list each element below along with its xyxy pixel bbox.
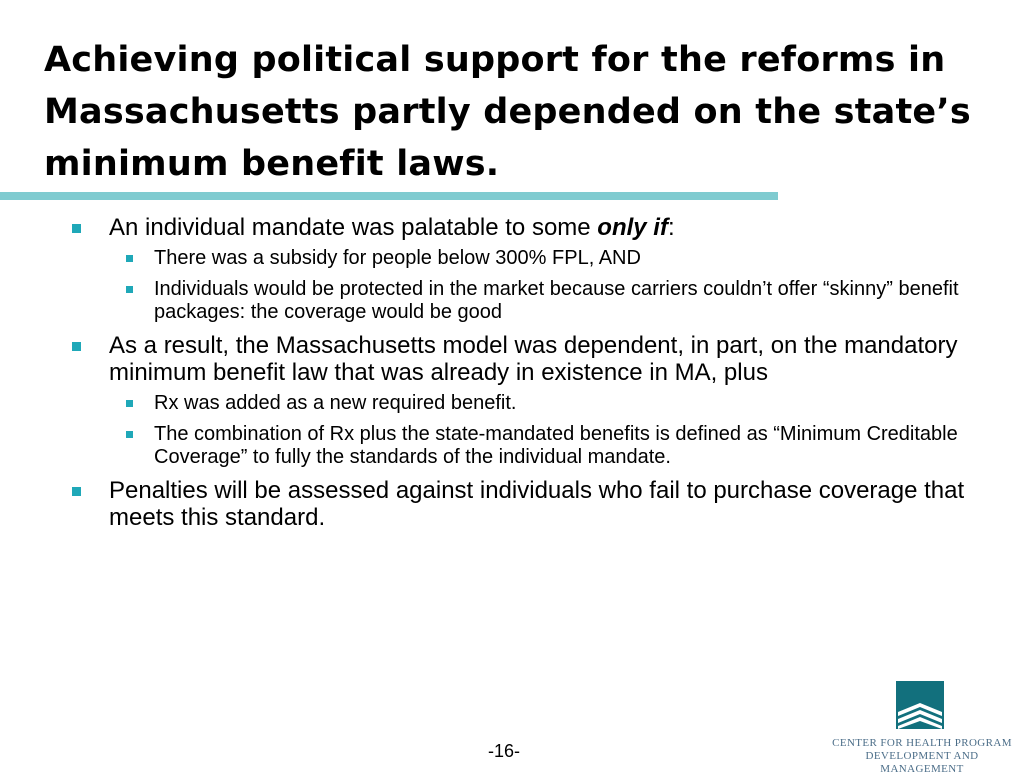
bullet-text: An individual mandate was palatable to some	[109, 214, 598, 241]
square-bullet-icon	[126, 400, 133, 407]
sub-bullet-item	[70, 247, 990, 270]
bullet-text-suffix: :	[667, 214, 675, 241]
sub-bullet-item	[70, 278, 990, 324]
sub-bullet-text: There was a subsidy for people below 300% FPL, AND	[154, 247, 641, 269]
bullet-emphasis: only if	[597, 214, 668, 241]
square-bullet-icon	[126, 255, 133, 262]
page-number: -16-	[488, 741, 521, 761]
square-bullet-icon	[72, 342, 81, 351]
sub-bullet-text: The combination of Rx plus the state-mandated benefits is defined as “Minimum Creditable Coverage” to fully the standards of the individual mandate.	[154, 423, 958, 468]
square-bullet-icon	[72, 224, 81, 233]
bullet-item	[70, 477, 990, 531]
sub-bullet-text: Individuals would be protected in the market because carriers couldn’t offer “skinny” benefit packages: the coverage would be good	[154, 278, 959, 323]
sub-bullet-text: Rx was added as a new required benefit.	[154, 392, 517, 414]
bullet-item	[70, 332, 990, 469]
sub-bullet-item	[70, 423, 990, 469]
organization-name-line1: CENTER FOR HEALTH PROGRAM	[832, 737, 1012, 749]
bullet-text: Penalties will be assessed against individuals who fail to purchase coverage that meets this standard.	[109, 477, 965, 531]
organization-name	[826, 737, 1018, 776]
sub-bullet-list	[109, 247, 990, 324]
stacked-chevrons-logo-icon	[896, 681, 944, 729]
square-bullet-icon	[126, 286, 133, 293]
sub-bullet-item	[70, 392, 990, 415]
square-bullet-icon	[72, 487, 81, 496]
sub-bullet-list	[109, 392, 990, 469]
organization-name-line2: DEVELOPMENT AND MANAGEMENT	[865, 750, 979, 775]
square-bullet-icon	[126, 431, 133, 438]
title-divider	[0, 192, 778, 200]
bullet-list	[70, 214, 990, 538]
bullet-item	[70, 214, 990, 324]
slide-title: Achieving political support for the reforms in Massachusetts partly depended on the state’s minimum benefit laws.	[44, 40, 971, 184]
bullet-text: As a result, the Massachusetts model was dependent, in part, on the mandatory minimum benefit law that was already in existence in MA, plus	[109, 332, 958, 386]
